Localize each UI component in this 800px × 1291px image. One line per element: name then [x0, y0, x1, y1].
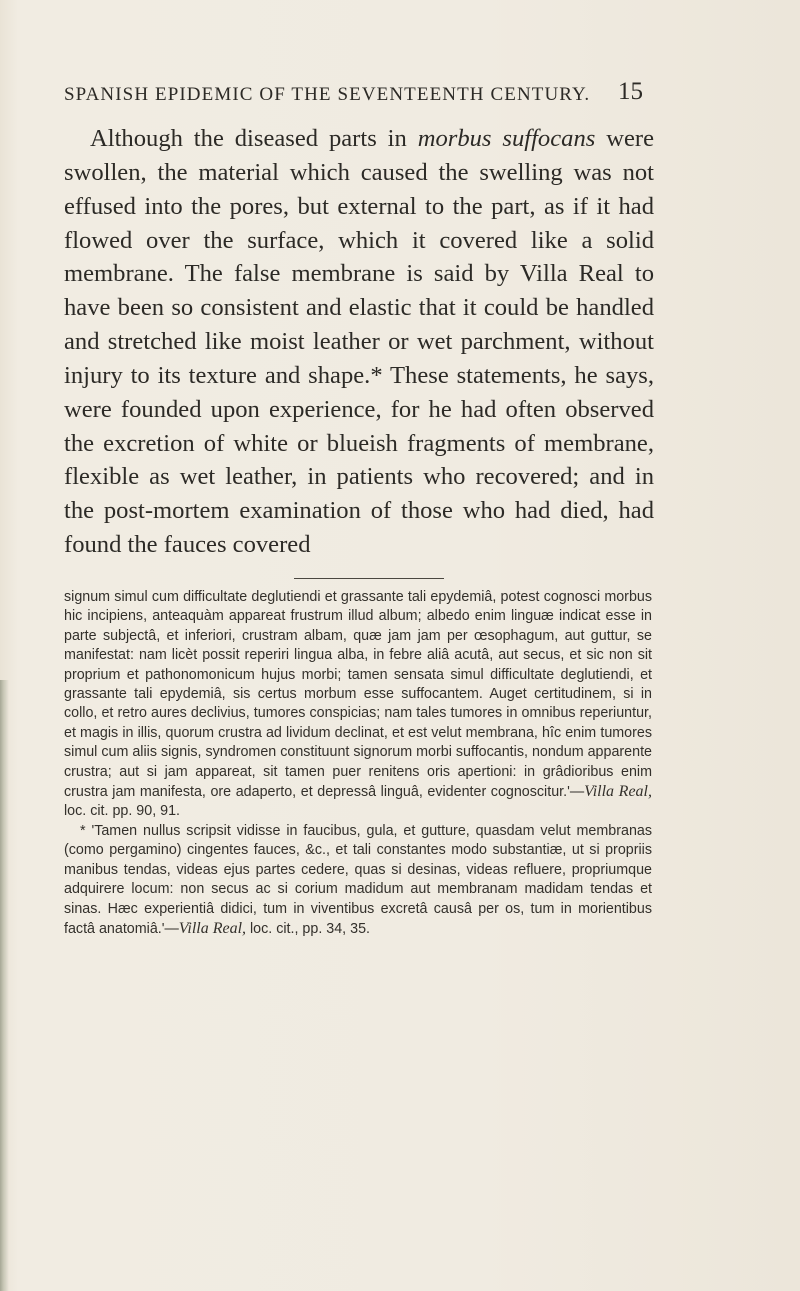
- footnote-star-text: * 'Tamen nullus scripsit vidisse in faucibus, gula, et gutture, quasdam velut membranas (como pergamino) cingentes fauces, &c., et tali constantes modo substantiæ, ut si propriis manibus tendas, videas ejus partes cedere, quas si desinas, videas refluere, propriumque adquirere locum: non secus ac si corium madidum aut membranam madidam tendas et sinas. Hæc experientiâ didici, tum in viventibus excretâ causâ per os, tum in morientibus factâ anatomiâ.'—: [64, 822, 652, 937]
- running-head: [64, 78, 664, 108]
- page-number: 15: [618, 78, 643, 105]
- term-morbus-suffocans: morbus suffocans: [417, 125, 596, 152]
- body-text: [64, 122, 654, 562]
- footnotes: [64, 588, 652, 939]
- footnote-star: [64, 822, 652, 939]
- body-paragraph: [64, 122, 654, 562]
- footnote-star-citation-author: Villa Real,: [178, 919, 247, 937]
- running-title: SPANISH EPIDEMIC OF THE SEVENTEENTH CENTURY.: [64, 84, 591, 105]
- body-text-rest: were swollen, the material which caused the swelling was not effused into the pores, but external to the part, as if it had flowed over the surface, which it covered like a solid membrane. The false membrane is said by Villa Real to have been so consistent and elastic that it could be handled and stretched like moist leather or wet parchment, without injury to its texture and shape.* These statements, he says, were founded upon experience, for he had often observed the excretion of white or blueish fragments of membrane, flexible as wet leather, in patients who recovered; and in the post-mortem examination of those who had died, had found the fauces covered: [64, 125, 654, 559]
- page-edge-shadow: [0, 680, 9, 1291]
- footnote-continued: [64, 588, 652, 822]
- footnote-star-citation-ref: loc. cit., pp. 34, 35.: [246, 920, 371, 937]
- footnote-divider: [294, 578, 444, 579]
- footnote-citation-author: Villa Real,: [584, 783, 652, 801]
- footnote-continued-text: signum simul cum difficultate deglutiendi et grassante tali epydemiâ, potest cognosci morbus hic incipiens, anteaquàm appareat frustrum illud album; albedo enim linguæ indicat esse in parte subjectâ, et inferiori, crustram albam, quæ jam jam per œsophagum, aut guttur, se manifestat: nam licèt possit reperiri lingua alba, in febre aliâ acutâ, aut secus, et sic non sit proprium et pathonomonicum hujus morbi; tamen sensata simul difficultate deglutiendi, et grassante tali epydemiâ, sis certus morbum esse suffocantem. Auget certitudinem, si in collo, et retro aures declivius, tumores conspicias; nam tales tumores in omnibus reperiuntur, et magis in illis, quorum crustra ad lividum declinat, et est velut membrana, hîc enim tumores simul cum aliis signis, syndromen constituunt signorum morbi suffocantis, nondum apparente crustra; aut si jam appareat, sit tamen puer renitens oris apertioni: in grâdioribus enim crustra jam manifesta, ore adaperto, et depressâ linguâ, evidenter cognoscitur.'—: [64, 589, 652, 801]
- footnote-citation-ref: loc. cit. pp. 90, 91.: [64, 803, 181, 820]
- body-text-lead: Although the diseased parts in: [90, 125, 418, 152]
